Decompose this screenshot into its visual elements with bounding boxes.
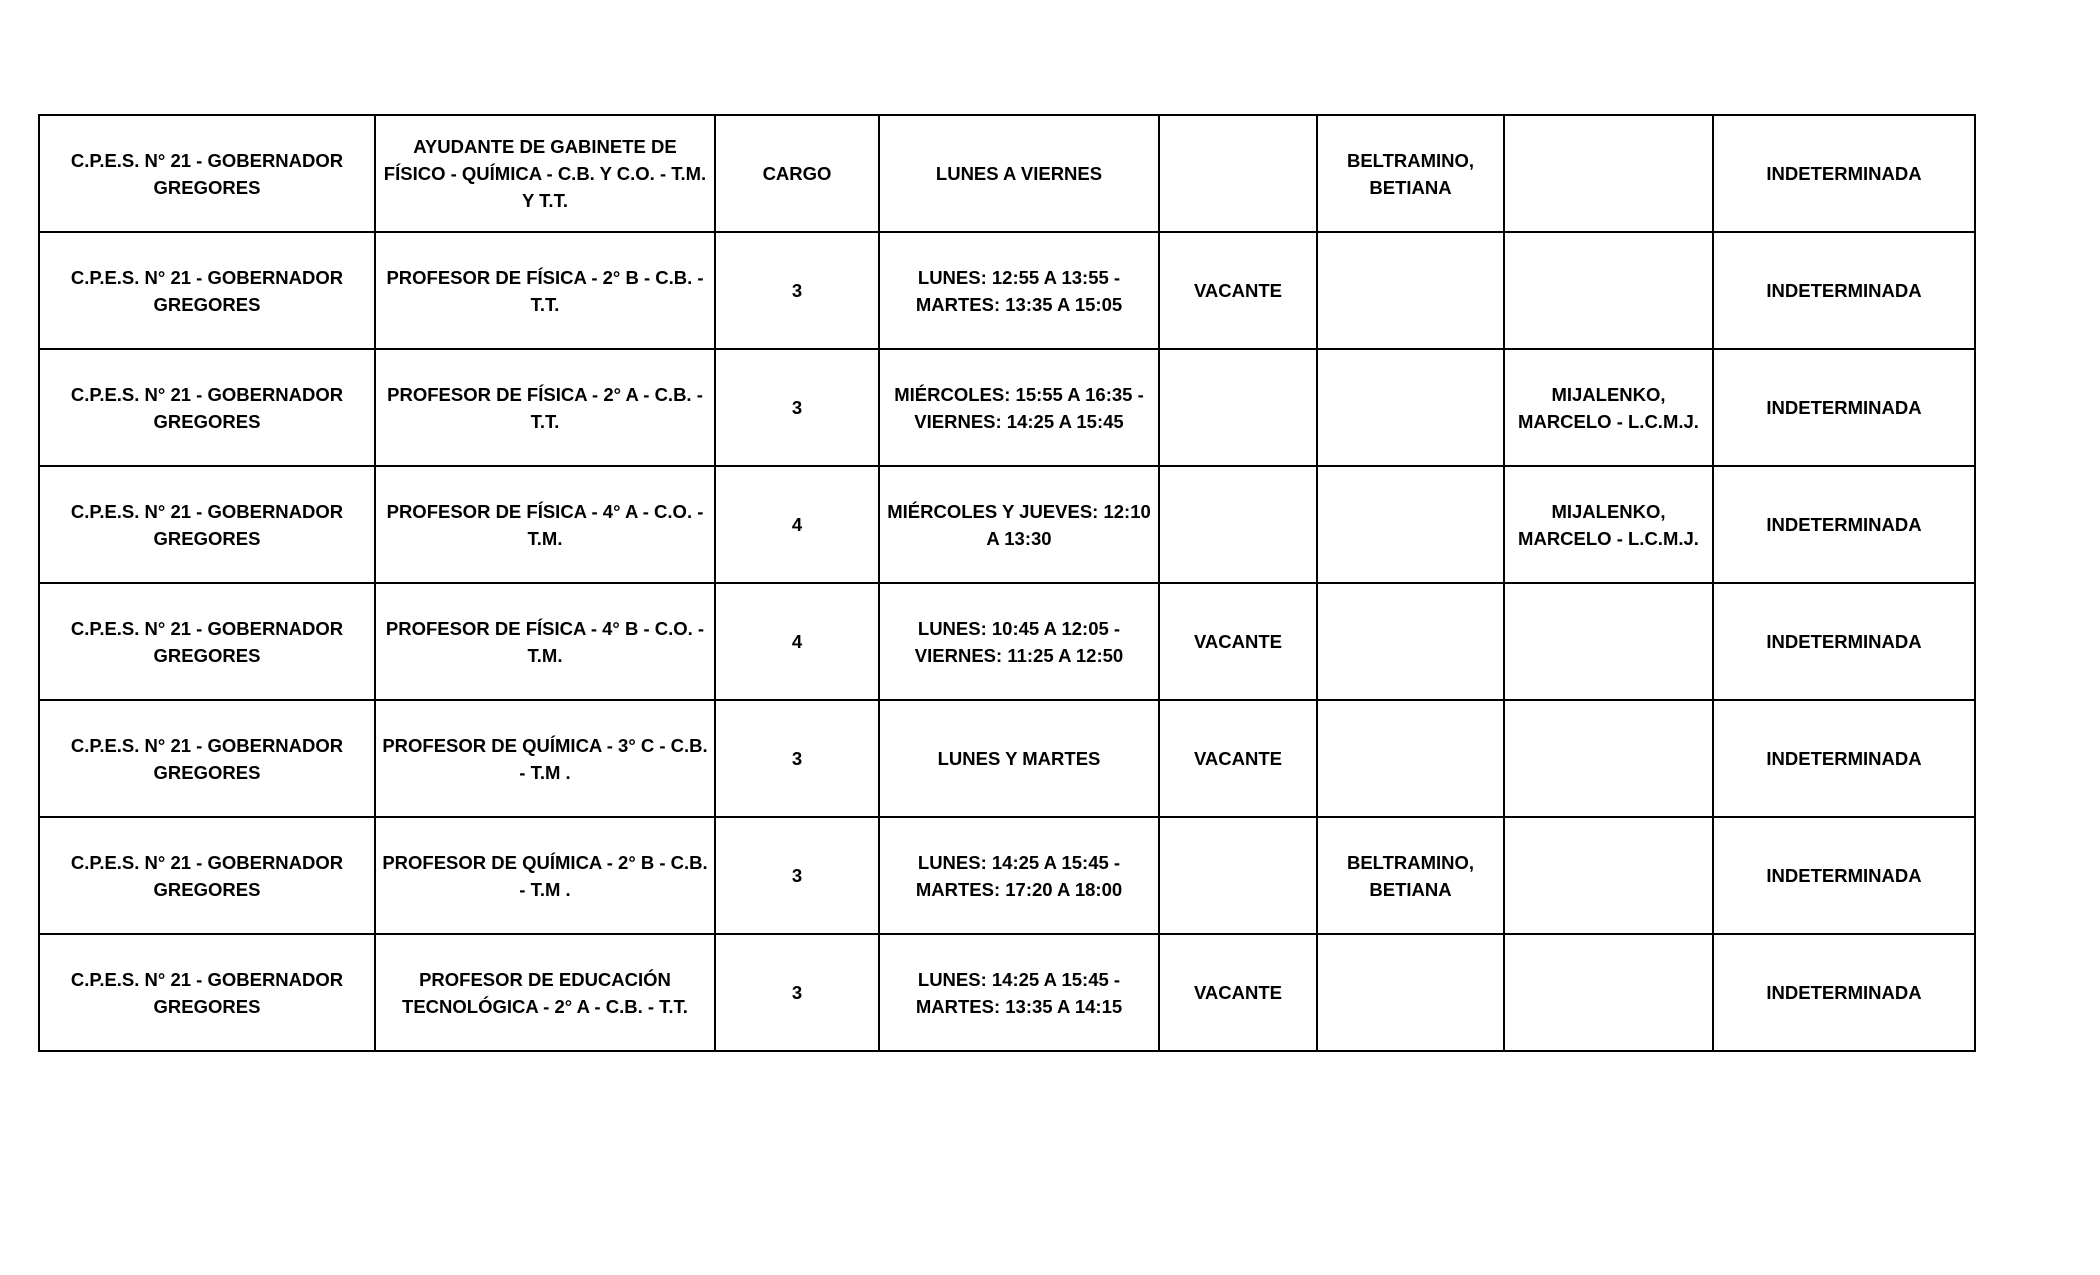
holder-cell	[1317, 349, 1504, 466]
status-cell: VACANTE	[1159, 232, 1317, 349]
position-cell: PROFESOR DE QUÍMICA - 2° B - C.B. - T.M .	[375, 817, 715, 934]
substitute-cell	[1504, 934, 1713, 1051]
hours-cell: CARGO	[715, 115, 879, 232]
school-cell: C.P.E.S. N° 21 - GOBERNADOR GREGORES	[39, 349, 375, 466]
hours-cell: 3	[715, 349, 879, 466]
status-cell: VACANTE	[1159, 700, 1317, 817]
hours-cell: 3	[715, 934, 879, 1051]
duration-cell: INDETERMINADA	[1713, 466, 1975, 583]
table-row	[39, 700, 1975, 817]
table-row	[39, 817, 1975, 934]
position-cell: PROFESOR DE FÍSICA - 4° B - C.O. - T.M.	[375, 583, 715, 700]
table-row	[39, 349, 1975, 466]
positions-table	[38, 114, 1976, 1052]
status-cell	[1159, 349, 1317, 466]
school-cell: C.P.E.S. N° 21 - GOBERNADOR GREGORES	[39, 583, 375, 700]
holder-cell	[1317, 583, 1504, 700]
status-cell: VACANTE	[1159, 583, 1317, 700]
duration-cell: INDETERMINADA	[1713, 934, 1975, 1051]
substitute-cell	[1504, 817, 1713, 934]
duration-cell: INDETERMINADA	[1713, 583, 1975, 700]
school-cell: C.P.E.S. N° 21 - GOBERNADOR GREGORES	[39, 115, 375, 232]
hours-cell: 3	[715, 700, 879, 817]
school-cell: C.P.E.S. N° 21 - GOBERNADOR GREGORES	[39, 466, 375, 583]
school-cell: C.P.E.S. N° 21 - GOBERNADOR GREGORES	[39, 817, 375, 934]
holder-cell	[1317, 466, 1504, 583]
school-cell: C.P.E.S. N° 21 - GOBERNADOR GREGORES	[39, 700, 375, 817]
schedule-cell: LUNES Y MARTES	[879, 700, 1159, 817]
position-cell: PROFESOR DE FÍSICA - 4° A - C.O. - T.M.	[375, 466, 715, 583]
status-cell	[1159, 466, 1317, 583]
duration-cell: INDETERMINADA	[1713, 700, 1975, 817]
schedule-cell: LUNES: 12:55 A 13:55 - MARTES: 13:35 A 15:05	[879, 232, 1159, 349]
position-cell: PROFESOR DE FÍSICA - 2° A - C.B. - T.T.	[375, 349, 715, 466]
table-row	[39, 232, 1975, 349]
schedule-cell: LUNES: 14:25 A 15:45 - MARTES: 13:35 A 14:15	[879, 934, 1159, 1051]
substitute-cell	[1504, 700, 1713, 817]
holder-cell	[1317, 934, 1504, 1051]
substitute-cell	[1504, 115, 1713, 232]
holder-cell: BELTRAMINO, BETIANA	[1317, 817, 1504, 934]
duration-cell: INDETERMINADA	[1713, 232, 1975, 349]
duration-cell: INDETERMINADA	[1713, 817, 1975, 934]
schedule-cell: LUNES: 10:45 A 12:05 - VIERNES: 11:25 A 12:50	[879, 583, 1159, 700]
hours-cell: 4	[715, 583, 879, 700]
positions-table-body	[39, 115, 1975, 1051]
substitute-cell	[1504, 583, 1713, 700]
hours-cell: 4	[715, 466, 879, 583]
table-row	[39, 115, 1975, 232]
schedule-cell: LUNES: 14:25 A 15:45 - MARTES: 17:20 A 18:00	[879, 817, 1159, 934]
status-cell	[1159, 115, 1317, 232]
hours-cell: 3	[715, 232, 879, 349]
holder-cell: BELTRAMINO, BETIANA	[1317, 115, 1504, 232]
position-cell: PROFESOR DE QUÍMICA - 3° C - C.B. - T.M .	[375, 700, 715, 817]
school-cell: C.P.E.S. N° 21 - GOBERNADOR GREGORES	[39, 934, 375, 1051]
schedule-cell: MIÉRCOLES Y JUEVES: 12:10 A 13:30	[879, 466, 1159, 583]
status-cell: VACANTE	[1159, 934, 1317, 1051]
table-row	[39, 466, 1975, 583]
position-cell: PROFESOR DE EDUCACIÓN TECNOLÓGICA - 2° A - C.B. - T.T.	[375, 934, 715, 1051]
hours-cell: 3	[715, 817, 879, 934]
schedule-cell: MIÉRCOLES: 15:55 A 16:35 - VIERNES: 14:25 A 15:45	[879, 349, 1159, 466]
holder-cell	[1317, 232, 1504, 349]
schedule-cell: LUNES A VIERNES	[879, 115, 1159, 232]
duration-cell: INDETERMINADA	[1713, 115, 1975, 232]
substitute-cell: MIJALENKO, MARCELO - L.C.M.J.	[1504, 349, 1713, 466]
table-row	[39, 934, 1975, 1051]
duration-cell: INDETERMINADA	[1713, 349, 1975, 466]
table-row	[39, 583, 1975, 700]
position-cell: PROFESOR DE FÍSICA - 2° B - C.B. - T.T.	[375, 232, 715, 349]
substitute-cell: MIJALENKO, MARCELO - L.C.M.J.	[1504, 466, 1713, 583]
holder-cell	[1317, 700, 1504, 817]
position-cell: AYUDANTE DE GABINETE DE FÍSICO - QUÍMICA - C.B. Y C.O. - T.M. Y T.T.	[375, 115, 715, 232]
substitute-cell	[1504, 232, 1713, 349]
school-cell: C.P.E.S. N° 21 - GOBERNADOR GREGORES	[39, 232, 375, 349]
status-cell	[1159, 817, 1317, 934]
